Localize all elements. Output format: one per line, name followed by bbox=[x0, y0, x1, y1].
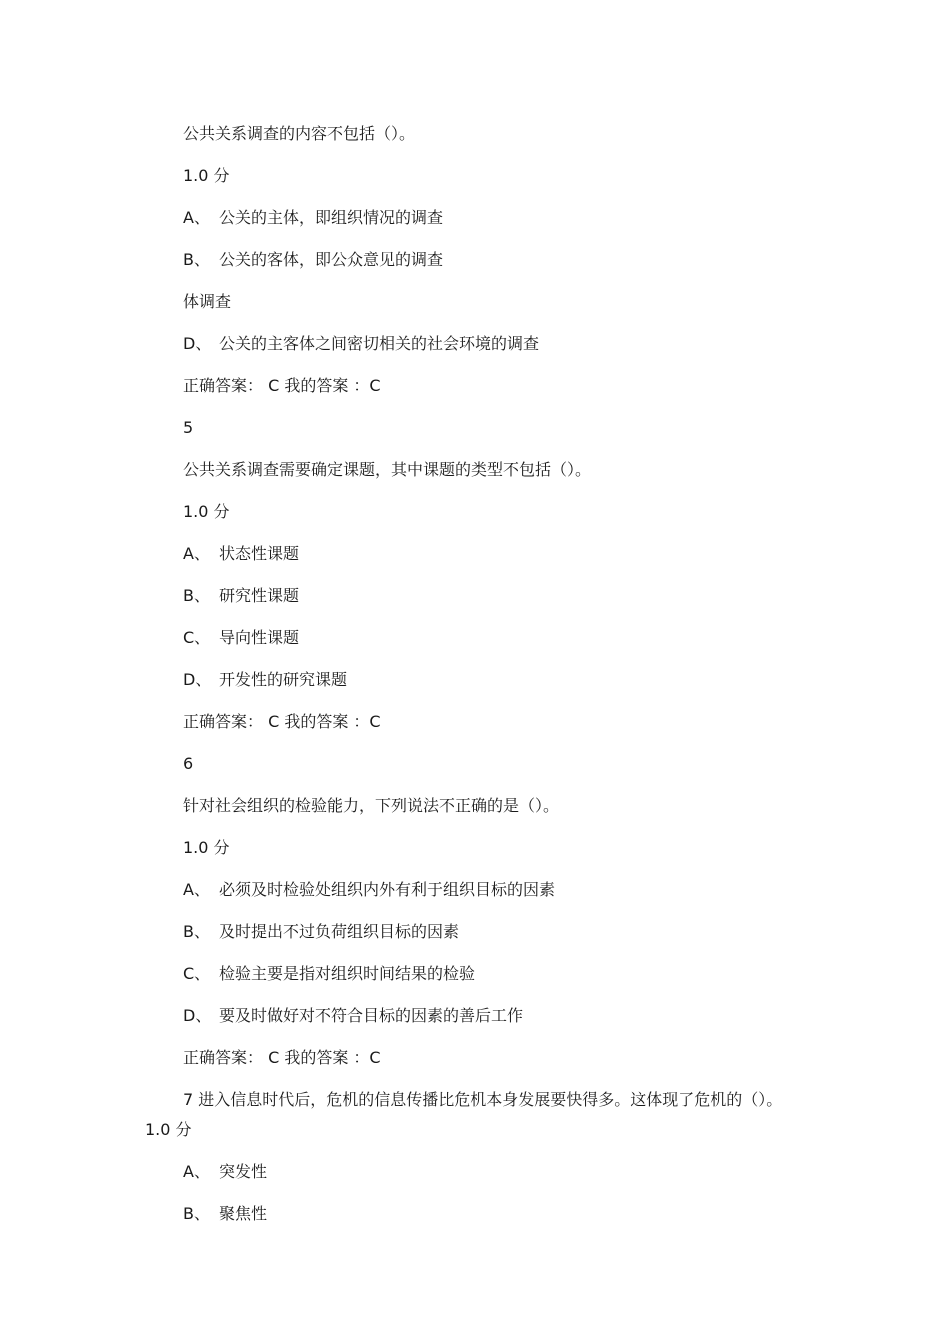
option-letter: A、 bbox=[183, 1162, 210, 1181]
option-text: 必须及时检验处组织内外有利于组织目标的因素 bbox=[219, 880, 556, 899]
option-text: 研究性课题 bbox=[219, 586, 300, 605]
option-letter: B、 bbox=[183, 586, 210, 605]
option-letter: B、 bbox=[183, 922, 210, 941]
question-text: 针对社会组织的检验能力，下列说法不正确的是（）。 bbox=[183, 796, 560, 815]
option-text: 公关的主体，即组织情况的调查 bbox=[219, 208, 444, 227]
answer-option bbox=[183, 1006, 523, 1026]
option-text: 开发性的研究课题 bbox=[219, 670, 348, 689]
question-text: 公共关系调查的内容不包括（）。 bbox=[183, 124, 416, 143]
option-letter: D、 bbox=[183, 334, 212, 353]
option-text: 要及时做好对不符合目标的因素的善后工作 bbox=[219, 1006, 524, 1025]
question-number: 5 bbox=[183, 418, 194, 437]
option-letter: D、 bbox=[183, 1006, 212, 1025]
question-score: 1.0 分 bbox=[183, 166, 230, 185]
answer-result: 正确答案： C 我的答案 ：C bbox=[183, 376, 381, 395]
answer-option bbox=[183, 586, 299, 606]
option-text: 状态性课题 bbox=[219, 544, 300, 563]
option-text: 聚焦性 bbox=[219, 1204, 268, 1223]
question-score: 1.0 分 bbox=[145, 1120, 192, 1139]
answer-option bbox=[183, 880, 555, 900]
option-letter: A、 bbox=[183, 880, 210, 899]
answer-option bbox=[183, 208, 443, 228]
answer-option bbox=[183, 670, 347, 690]
option-text: 公关的主客体之间密切相关的社会环境的调查 bbox=[219, 334, 540, 353]
option-letter: B、 bbox=[183, 1204, 210, 1223]
option-text: 及时提出不过负荷组织目标的因素 bbox=[219, 922, 460, 941]
question-text: 7 进入信息时代后，危机的信息传播比危机本身发展要快得多。这体现了危机的（）。 bbox=[183, 1090, 783, 1109]
answer-option bbox=[183, 922, 459, 942]
question-score: 1.0 分 bbox=[183, 502, 230, 521]
answer-option bbox=[183, 250, 443, 270]
option-text: 导向性课题 bbox=[219, 628, 300, 647]
option-letter: B、 bbox=[183, 250, 210, 269]
answer-option bbox=[183, 544, 299, 564]
option-fragment: 体调查 bbox=[183, 292, 232, 311]
answer-option bbox=[183, 964, 475, 984]
option-text: 突发性 bbox=[219, 1162, 268, 1181]
option-letter: C、 bbox=[183, 628, 211, 647]
answer-option bbox=[183, 1162, 267, 1182]
question-number: 6 bbox=[183, 754, 194, 773]
question-text: 公共关系调查需要确定课题，其中课题的类型不包括（）。 bbox=[183, 460, 592, 479]
option-text: 检验主要是指对组织时间结果的检验 bbox=[219, 964, 476, 983]
answer-result: 正确答案： C 我的答案 ：C bbox=[183, 712, 381, 731]
option-letter: A、 bbox=[183, 544, 210, 563]
answer-option bbox=[183, 1204, 267, 1224]
answer-option bbox=[183, 628, 299, 648]
option-letter: D、 bbox=[183, 670, 212, 689]
answer-option bbox=[183, 334, 539, 354]
option-text: 公关的客体，即公众意见的调查 bbox=[219, 250, 444, 269]
question-score: 1.0 分 bbox=[183, 838, 230, 857]
option-letter: A、 bbox=[183, 208, 210, 227]
option-letter: C、 bbox=[183, 964, 211, 983]
answer-result: 正确答案： C 我的答案 ：C bbox=[183, 1048, 381, 1067]
